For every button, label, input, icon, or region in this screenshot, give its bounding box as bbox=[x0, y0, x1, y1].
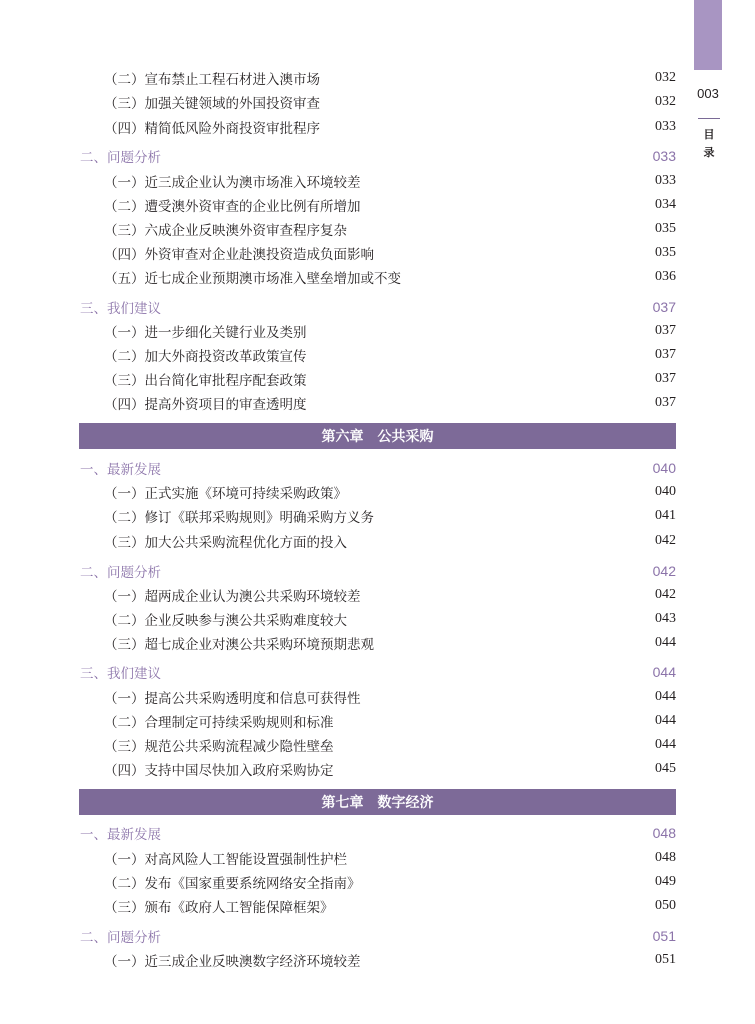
page-ref: 044 bbox=[652, 664, 676, 680]
entry-title: （三）规范公共采购流程减少隐性壁垒 bbox=[104, 739, 334, 755]
page-ref: 050 bbox=[655, 898, 676, 913]
side-tab-label-char: 目 bbox=[703, 128, 715, 141]
toc-entry-row bbox=[80, 632, 676, 654]
page-ref: 048 bbox=[655, 850, 676, 865]
page-ref: 037 bbox=[655, 347, 676, 362]
entry-title: （一）正式实施《环境可持续采购政策》 bbox=[104, 486, 347, 502]
toc-entry-row bbox=[80, 949, 676, 971]
entry-title: （二）遭受澳外资审查的企业比例有所增加 bbox=[104, 199, 361, 215]
page-ref: 036 bbox=[655, 269, 676, 284]
page-ref: 035 bbox=[655, 221, 676, 236]
toc-entry-row bbox=[80, 608, 676, 630]
entry-title: （二）企业反映参与澳公共采购难度较大 bbox=[104, 613, 347, 629]
toc-section-row bbox=[80, 560, 676, 582]
toc-entry-row bbox=[80, 871, 676, 893]
toc-section-row bbox=[80, 296, 676, 318]
entry-title: （一）对高风险人工智能设置强制性护栏 bbox=[104, 852, 347, 868]
entry-title: （一）近三成企业反映澳数字经济环境较差 bbox=[104, 954, 361, 970]
entry-title: （三）加大公共采购流程优化方面的投入 bbox=[104, 535, 347, 551]
page-ref: 048 bbox=[652, 825, 676, 841]
side-tab-label-char: 录 bbox=[703, 146, 715, 159]
page-ref: 037 bbox=[655, 323, 676, 338]
entry-title: （二）宣布禁止工程石材进入澳市场 bbox=[104, 72, 320, 88]
entry-title: （三）加强关键领域的外国投资审查 bbox=[104, 96, 320, 112]
toc-section-row bbox=[80, 145, 676, 167]
entry-title: （三）六成企业反映澳外资审查程序复杂 bbox=[104, 223, 347, 239]
toc-entry-row bbox=[80, 481, 676, 503]
page-ref: 032 bbox=[655, 70, 676, 85]
entry-title: （四）外资审查对企业赴澳投资造成负面影响 bbox=[104, 247, 374, 263]
page-ref: 033 bbox=[655, 119, 676, 134]
entry-title: （二）合理制定可持续采购规则和标准 bbox=[104, 715, 334, 731]
entry-title: （一）提高公共采购透明度和信息可获得性 bbox=[104, 691, 361, 707]
toc-entry-row bbox=[80, 895, 676, 917]
toc-section-row bbox=[80, 822, 676, 844]
toc-entry-row bbox=[80, 584, 676, 606]
page-ref: 051 bbox=[655, 952, 676, 967]
entry-title: （一）近三成企业认为澳市场准入环境较差 bbox=[104, 175, 361, 191]
section-title: 三、我们建议 bbox=[80, 301, 161, 317]
entry-title: （一）进一步细化关键行业及类别 bbox=[104, 325, 307, 341]
entry-title: （四）提高外资项目的审查透明度 bbox=[104, 397, 307, 413]
page-ref: 032 bbox=[655, 94, 676, 109]
toc-entry-row bbox=[80, 368, 676, 390]
page-ref: 044 bbox=[655, 689, 676, 704]
page-ref: 040 bbox=[652, 460, 676, 476]
toc-entry-row bbox=[80, 320, 676, 342]
page-ref: 037 bbox=[652, 299, 676, 315]
toc-section-row bbox=[80, 661, 676, 683]
page-ref: 042 bbox=[655, 533, 676, 548]
toc-entry-row bbox=[80, 67, 676, 89]
page-ref: 044 bbox=[655, 713, 676, 728]
toc-section-row bbox=[80, 925, 676, 947]
toc-entry-row bbox=[80, 505, 676, 527]
toc-entry-row bbox=[80, 242, 676, 264]
toc-entry-row bbox=[80, 91, 676, 113]
toc-entry-row bbox=[80, 530, 676, 552]
toc-entry-row bbox=[80, 344, 676, 366]
toc-entry-row bbox=[80, 218, 676, 240]
toc-entry-row bbox=[80, 734, 676, 756]
section-title: 一、最新发展 bbox=[80, 827, 161, 843]
page-ref: 043 bbox=[655, 611, 676, 626]
toc-entry-row bbox=[80, 266, 676, 288]
entry-title: （五）近七成企业预期澳市场准入壁垒增加或不变 bbox=[104, 271, 401, 287]
page-ref: 049 bbox=[655, 874, 676, 889]
section-title: 二、问题分析 bbox=[80, 150, 161, 166]
page-ref: 041 bbox=[655, 508, 676, 523]
toc-entry-row bbox=[80, 170, 676, 192]
page-ref: 042 bbox=[652, 563, 676, 579]
toc-entry-row bbox=[80, 847, 676, 869]
page-ref: 040 bbox=[655, 484, 676, 499]
toc-entry-row bbox=[80, 686, 676, 708]
entry-title: （四）精简低风险外商投资审批程序 bbox=[104, 121, 320, 137]
entry-title: （三）颁布《政府人工智能保障框架》 bbox=[104, 900, 334, 916]
entry-title: （二）发布《国家重要系统网络安全指南》 bbox=[104, 876, 361, 892]
page-ref: 042 bbox=[655, 587, 676, 602]
entry-title: （三）出台简化审批程序配套政策 bbox=[104, 373, 307, 389]
page-ref: 034 bbox=[655, 197, 676, 212]
page-ref: 037 bbox=[655, 371, 676, 386]
page-number: 003 bbox=[697, 86, 719, 101]
toc-section-row bbox=[80, 457, 676, 479]
entry-title: （三）超七成企业对澳公共采购环境预期悲观 bbox=[104, 637, 374, 653]
entry-title: （一）超两成企业认为澳公共采购环境较差 bbox=[104, 589, 361, 605]
toc-entry-row bbox=[80, 758, 676, 780]
page-ref: 044 bbox=[655, 737, 676, 752]
page-ref: 035 bbox=[655, 245, 676, 260]
toc-entry-row bbox=[80, 392, 676, 414]
toc-entry-row bbox=[80, 710, 676, 732]
entry-title: （二）修订《联邦采购规则》明确采购方义务 bbox=[104, 510, 374, 526]
entry-title: （二）加大外商投资改革政策宣传 bbox=[104, 349, 307, 365]
toc-entry-row bbox=[80, 194, 676, 216]
page-ref: 051 bbox=[652, 928, 676, 944]
toc-entry-row bbox=[80, 116, 676, 138]
page-ref: 033 bbox=[655, 173, 676, 188]
section-title: 三、我们建议 bbox=[80, 666, 161, 682]
page-ref: 037 bbox=[655, 395, 676, 410]
section-title: 二、问题分析 bbox=[80, 565, 161, 581]
page-ref: 033 bbox=[652, 148, 676, 164]
page-ref: 044 bbox=[655, 635, 676, 650]
section-title: 二、问题分析 bbox=[80, 930, 161, 946]
chapter-heading: 第六章 公共采购 bbox=[79, 423, 676, 449]
entry-title: （四）支持中国尽快加入政府采购协定 bbox=[104, 763, 334, 779]
section-title: 一、最新发展 bbox=[80, 462, 161, 478]
page-ref: 045 bbox=[655, 761, 676, 776]
chapter-heading: 第七章 数字经济 bbox=[79, 789, 676, 815]
